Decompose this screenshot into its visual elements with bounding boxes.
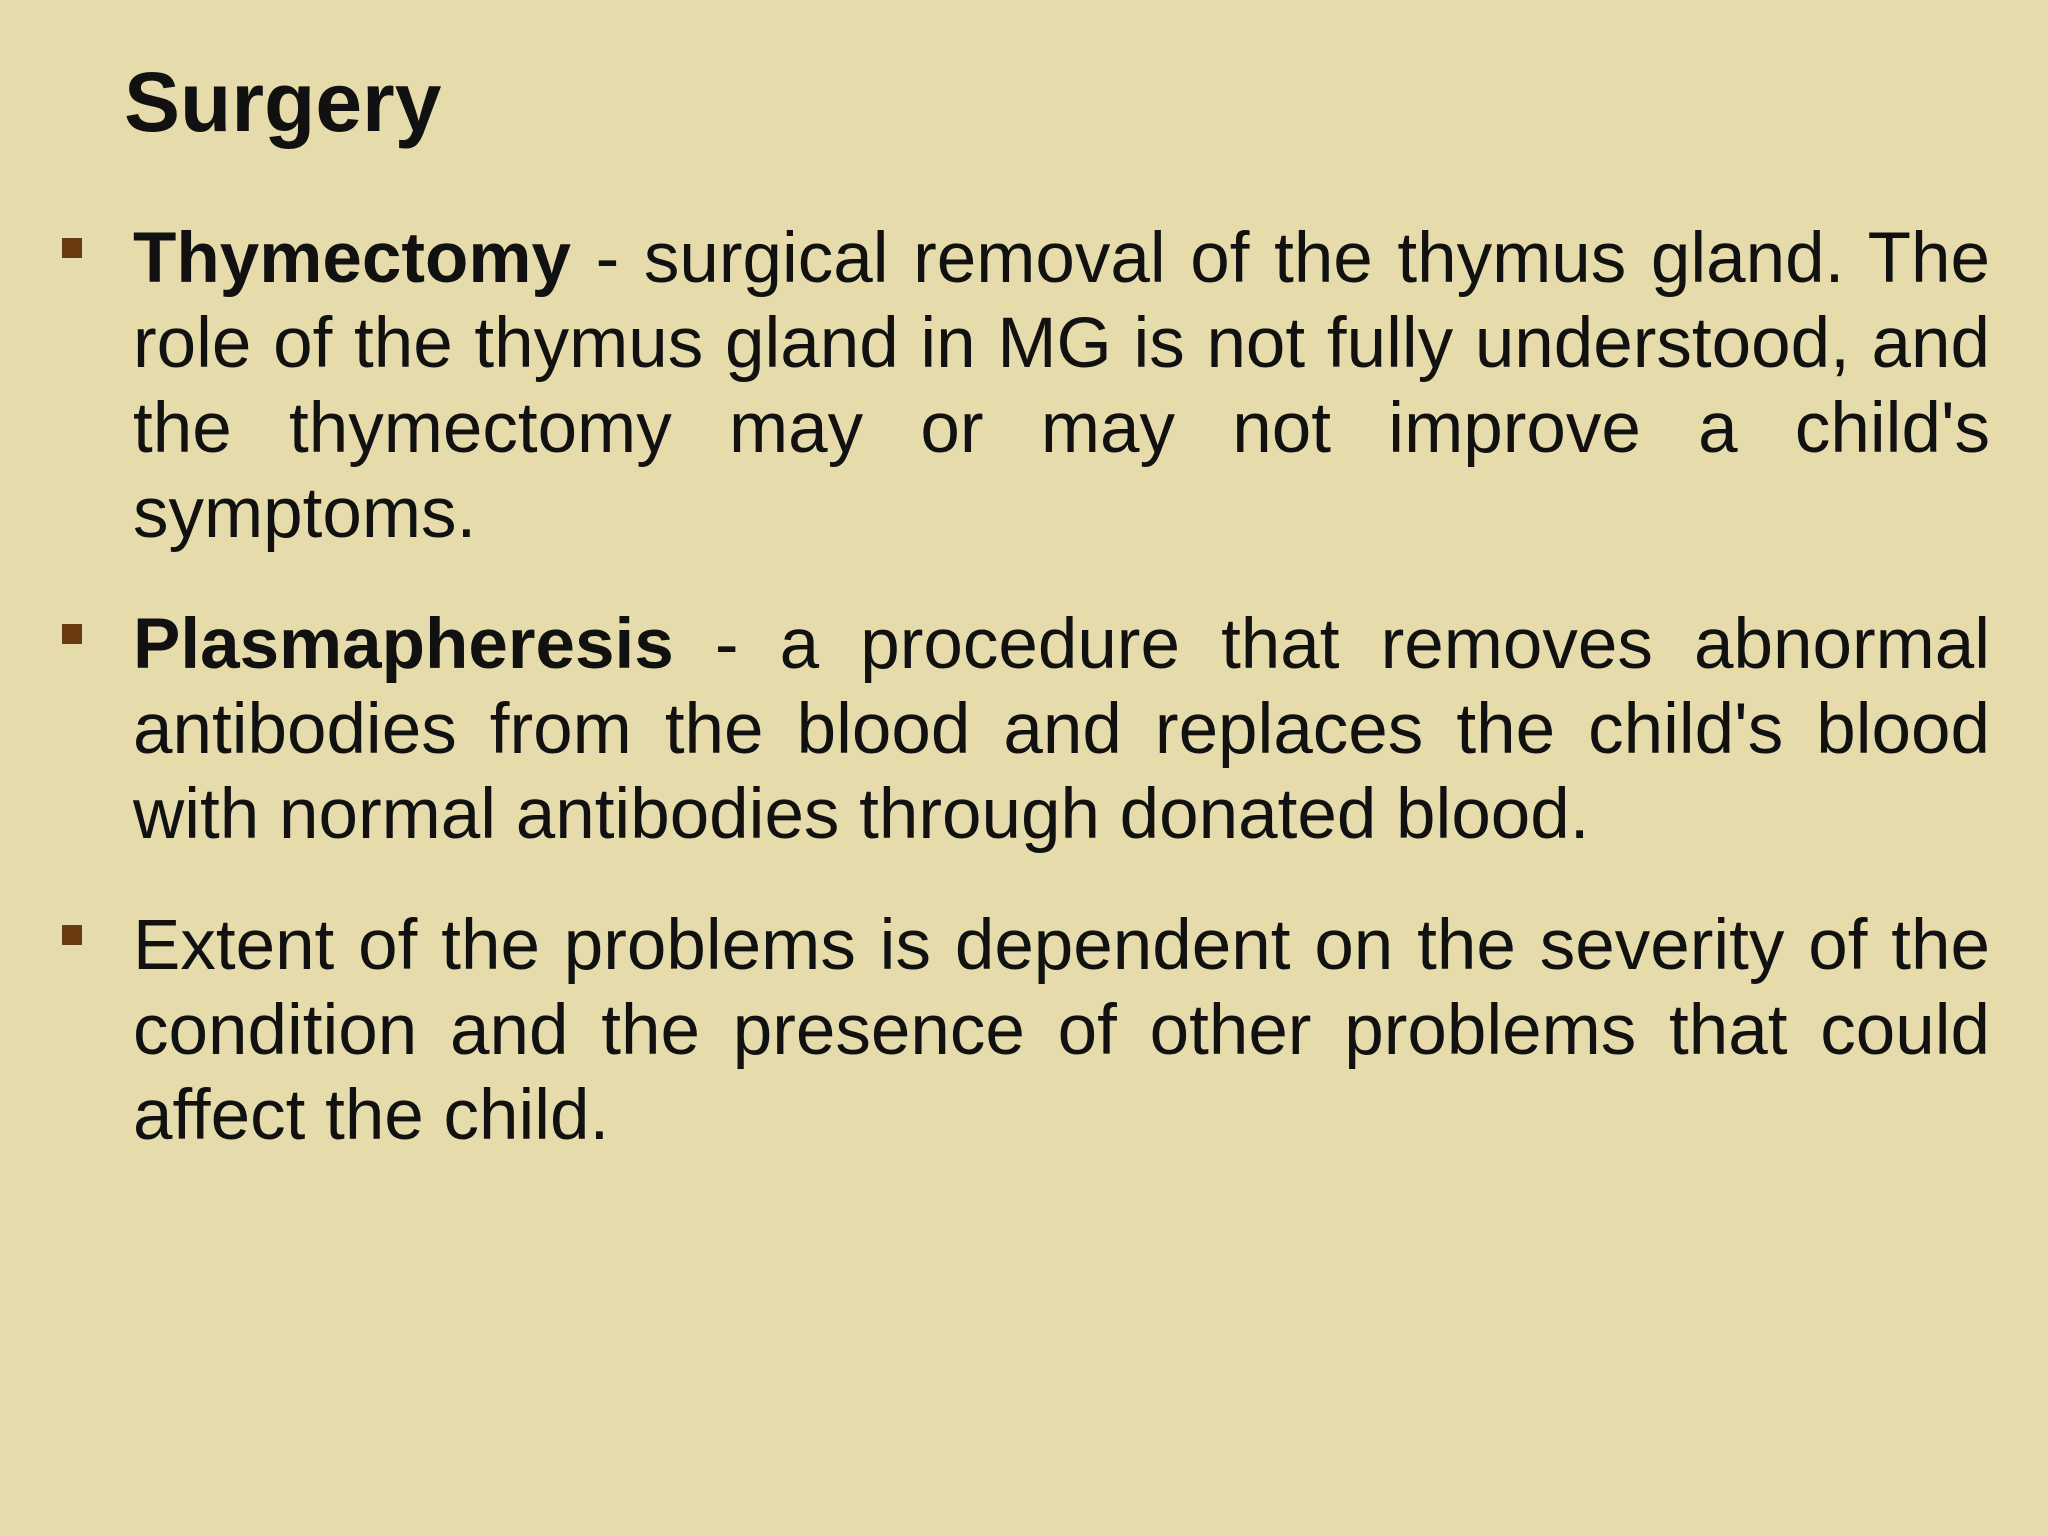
square-bullet-icon — [62, 925, 82, 945]
square-bullet-icon — [62, 624, 82, 644]
bullet-text — [133, 602, 1990, 857]
bullet-description: - surgical removal of the thymus gland. The role of the thymus gland in MG is not fully understood, and the thymectomy may or may not improve a child's symptoms. — [133, 219, 1990, 553]
bullet-text — [133, 903, 1990, 1158]
bullet-item-extent — [0, 903, 2048, 1158]
bullet-term: Thymectomy — [133, 219, 571, 298]
bullet-item-thymectomy — [0, 216, 2048, 556]
bullet-item-plasmapheresis — [0, 602, 2048, 857]
bullet-text — [133, 216, 1990, 556]
bullet-description: Extent of the problems is dependent on the severity of the condition and the presence of other problems that could affect the child. — [133, 906, 1990, 1155]
bullet-term: Plasmapheresis — [133, 605, 674, 684]
bullet-list — [0, 216, 2048, 1204]
slide-title: Surgery — [124, 55, 442, 149]
square-bullet-icon — [62, 238, 82, 258]
bullet-description: - a procedure that removes abnormal antibodies from the blood and replaces the child's blood with normal antibodies through donated blood. — [133, 605, 1990, 854]
